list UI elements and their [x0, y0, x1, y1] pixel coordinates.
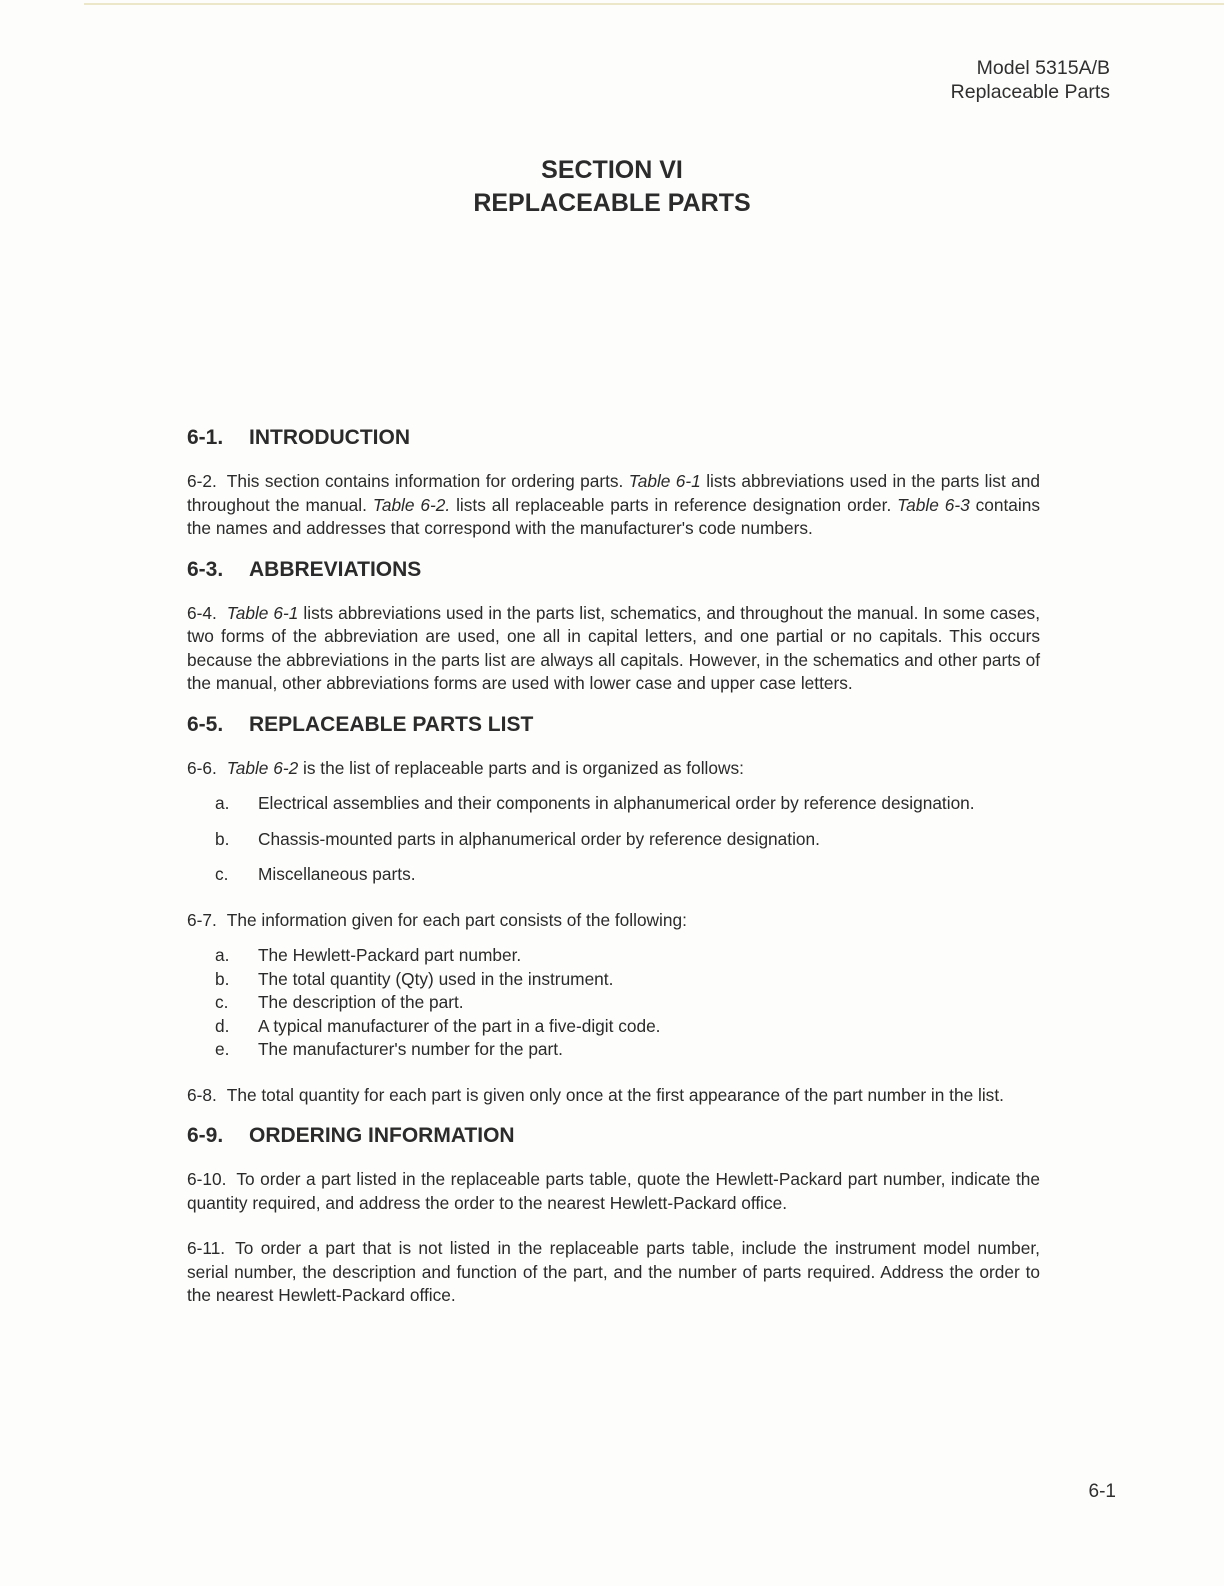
paragraph-6-10 [187, 1168, 1040, 1215]
paragraph-number: 6-4. [187, 602, 217, 623]
table-reference: Table 6-2 [226, 757, 299, 778]
paragraph-text: The total quantity for each part is given only once at the first appearance of the part number in the list. [226, 1084, 1004, 1105]
paragraph-6-7 [187, 909, 1040, 933]
list-item [187, 1038, 1040, 1062]
list-marker: b. [215, 968, 230, 989]
paragraph-6-2 [187, 470, 1040, 541]
list-marker: a. [215, 945, 230, 965]
heading-text: ORDERING INFORMATION [249, 1124, 515, 1147]
paragraph-text: The information given for each part consists of the following: [226, 909, 687, 930]
list-item [187, 1015, 1040, 1039]
list-marker: c. [215, 864, 229, 884]
heading-text: REPLACEABLE PARTS LIST [249, 712, 534, 736]
list-text: The manufacturer's number for the part. [258, 1039, 563, 1059]
heading-text: ABBREVIATIONS [249, 557, 422, 581]
list-item [187, 792, 1040, 816]
paragraph-number: 6-8. [187, 1084, 217, 1105]
paragraph-number: 6-11. [187, 1238, 226, 1258]
running-head [951, 56, 1110, 104]
page-number: 6-1 [1088, 1481, 1116, 1502]
list-text: A typical manufacturer of the part in a five-digit code. [258, 1015, 661, 1036]
list-item [187, 828, 1040, 852]
list-item [187, 968, 1040, 992]
list-item [187, 991, 1040, 1015]
section-number: SECTION VI [541, 156, 683, 184]
heading-introduction [187, 421, 1040, 455]
paragraph-text: This section contains information for ordering parts. [226, 471, 624, 491]
paragraph-6-4 [187, 602, 1040, 696]
model-label: Model 5315A/B [976, 57, 1110, 79]
heading-abbreviations [187, 553, 1040, 587]
paragraph-text: contains the names and addresses that correspond with the manufacturer's code numbers. [187, 494, 1040, 538]
list-text: Chassis-mounted parts in alphanumerical order by reference designation. [258, 828, 820, 849]
paragraph-text: To order a part that is not listed in the replaceable parts table, include the instrument model number, serial number, the description and function of the part, and the number of parts required. Address the order to the nearest Hewlett-Packard office. [187, 1238, 1040, 1305]
list-item [187, 944, 1040, 968]
table-reference: Table 6-3 [897, 494, 970, 515]
paragraph-6-6 [187, 757, 1040, 781]
heading-number: 6-1. [187, 426, 224, 449]
section-title [0, 154, 1224, 220]
paragraph-number: 6-7. [187, 909, 217, 930]
heading-number: 6-5. [187, 712, 224, 736]
information-list [187, 944, 1040, 1062]
heading-ordering-information [187, 1119, 1040, 1153]
paragraph-text: lists abbreviations used in the parts list and throughout the manual. [187, 471, 1041, 515]
list-item [187, 863, 1040, 887]
chapter-label: Replaceable Parts [950, 81, 1110, 103]
list-marker: a. [215, 793, 230, 813]
paragraph-6-11 [187, 1237, 1040, 1308]
table-reference: Table 6-2. [372, 494, 451, 515]
paragraph-text: To order a part listed in the replaceable parts table, quote the Hewlett-Packard part number, indicate the quantity required, and address the order to the nearest Hewlett-Packard office. [187, 1169, 1040, 1213]
list-text: Electrical assemblies and their components in alphanumerical order by reference designation. [258, 793, 975, 813]
section-name: REPLACEABLE PARTS [473, 189, 751, 217]
page-content [187, 421, 1040, 1308]
table-reference: Table 6-1 [628, 471, 701, 491]
table-reference: Table 6-1 [226, 602, 299, 623]
list-text: The total quantity (Qty) used in the instrument. [258, 968, 614, 989]
heading-text: INTRODUCTION [249, 426, 410, 449]
heading-replaceable-parts-list [187, 708, 1040, 742]
paragraph-number: 6-10. [187, 1169, 227, 1189]
list-marker: d. [215, 1015, 230, 1036]
list-text: The Hewlett-Packard part number. [258, 945, 522, 965]
top-rule [84, 3, 1224, 5]
paragraph-text: lists all replaceable parts in reference designation order. [456, 494, 892, 515]
list-text: The description of the part. [258, 992, 464, 1012]
list-text: Miscellaneous parts. [258, 864, 416, 884]
paragraph-6-8 [187, 1084, 1040, 1108]
heading-number: 6-3. [187, 557, 224, 581]
heading-number: 6-9. [187, 1124, 224, 1147]
list-marker: c. [215, 992, 229, 1012]
organization-list [187, 792, 1040, 887]
paragraph-number: 6-2. [187, 471, 217, 491]
paragraph-text: lists abbreviations used in the parts list, schematics, and throughout the manual. In some cases, two forms of the abbreviation are used, one all in capital letters, and one partial or no capitals. This occurs because the abbreviations in the parts list are always all capitals. However, in the schematics and other parts of the manual, other abbreviations forms are used with lower case and upper case letters. [187, 602, 1040, 693]
paragraph-number: 6-6. [187, 757, 217, 778]
list-marker: e. [215, 1039, 230, 1059]
paragraph-text: is the list of replaceable parts and is organized as follows: [303, 757, 744, 778]
list-marker: b. [215, 828, 230, 849]
